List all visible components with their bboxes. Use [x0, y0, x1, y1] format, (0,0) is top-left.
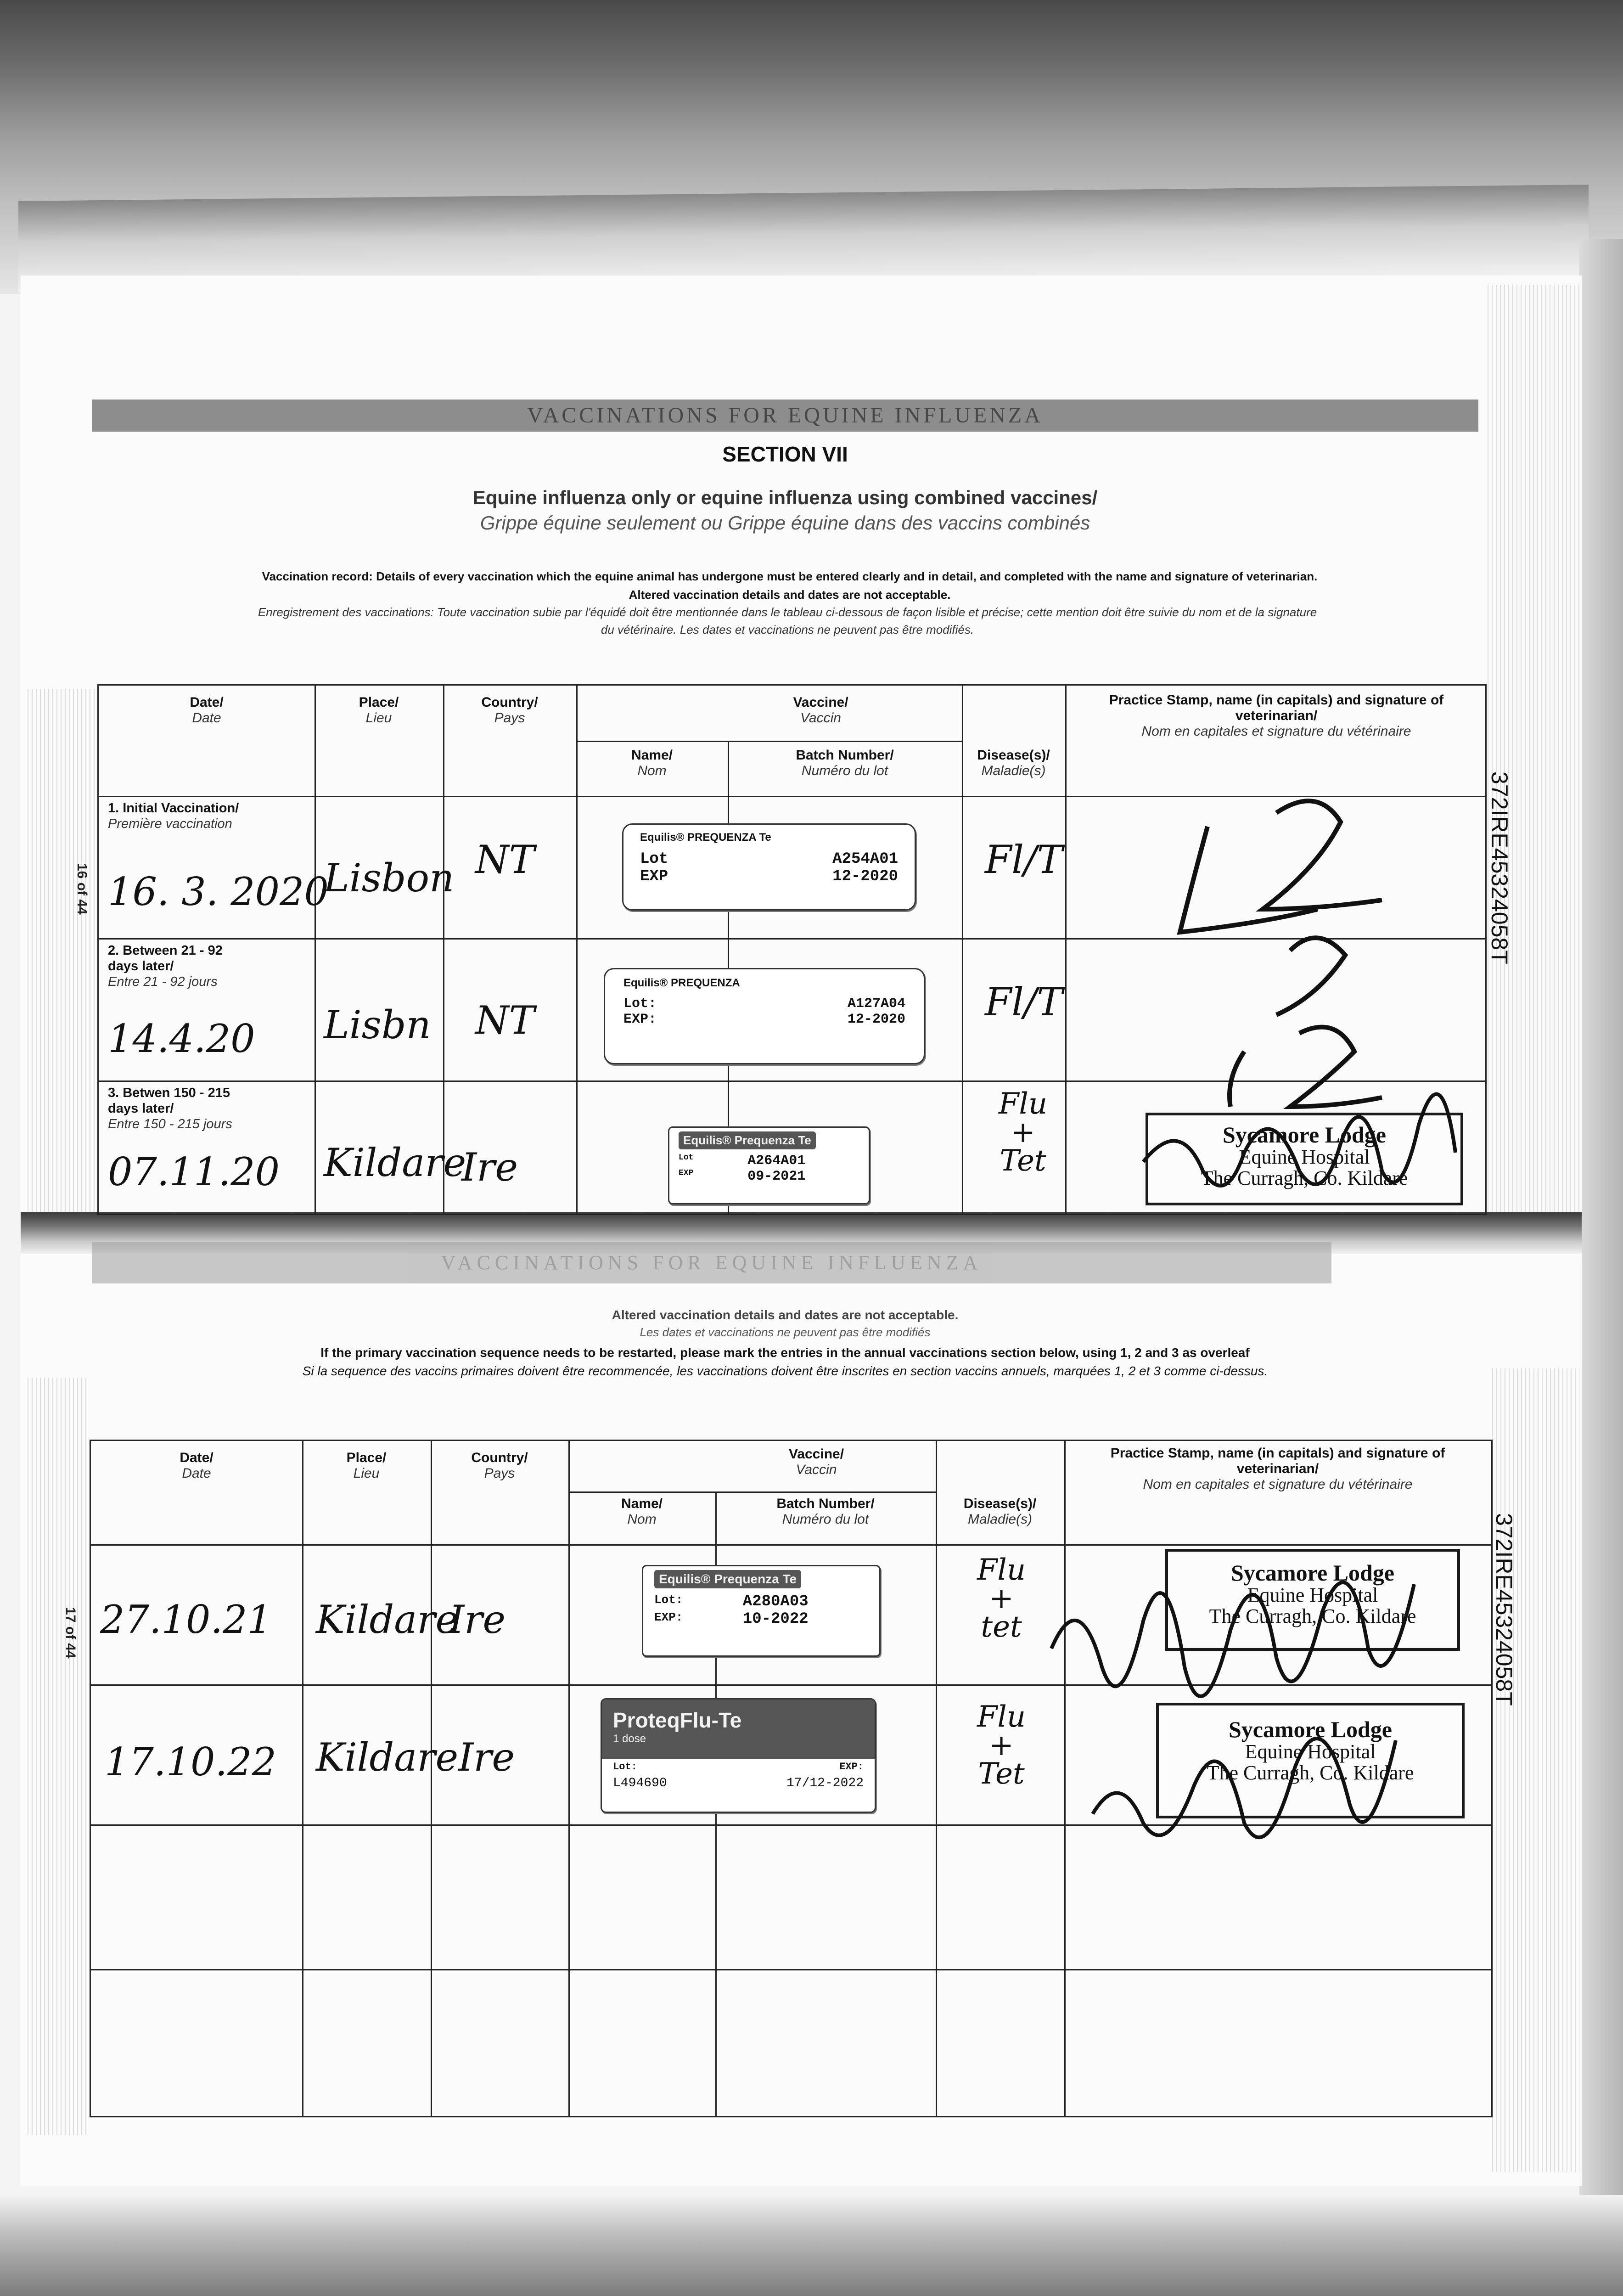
- header-name: Name/ Nom: [621, 1496, 663, 1527]
- scan-right-shadow: [1579, 239, 1623, 2213]
- date-entry: 27.10.21: [100, 1597, 272, 1642]
- practice-stamp: Sycamore Lodge Equine Hospital The Curragh, Co. Kildare: [1156, 1703, 1465, 1818]
- disease-entry: Flu + tet: [977, 1553, 1026, 1644]
- security-pattern: [28, 1378, 87, 2135]
- place-entry: Kildare: [324, 1140, 466, 1185]
- page-number: 16 of 44: [74, 863, 90, 915]
- security-pattern: [1488, 285, 1579, 1212]
- subtitle-en: Equine influenza only or equine influenza using combined vaccines/: [472, 487, 1098, 508]
- date-entry: 07.11.20: [108, 1149, 280, 1194]
- vaccine-sticker: Equilis® PREQUENZA Lot: A127A04 EXP: 12-2020: [604, 968, 925, 1064]
- record-note-en: Vaccination record: Details of every vaccination which the equine animal has undergone must be entered clearly and in detail, and completed with the name and signature of veterinarian.: [262, 569, 1318, 583]
- row-label-second: 2. Between 21 - 92 days later/ Entre 21 - 92 jours: [108, 943, 223, 989]
- place-entry: Kildare: [316, 1735, 459, 1780]
- record-note-fr: Enregistrement des vaccinations: Toute vaccination subie par l'équidé doit être mentionnée dans le tableau ci-dessous de façon lisible et précise; cette mention doit être suivie du nom et de la signature: [258, 605, 1317, 619]
- date-entry: 16. 3. 2020: [108, 869, 329, 914]
- scan-bottom-shadow: [0, 2195, 1623, 2296]
- vet-signature: [1038, 1529, 1451, 1878]
- restart-note-en: If the primary vaccination sequence needs to be restarted, please mark the entries in the annual vaccinations section below, using 1, 2 and 3 as overleaf: [320, 1345, 1250, 1360]
- section-title: SECTION VII: [722, 442, 848, 466]
- disease-entry: Fl/T: [985, 837, 1063, 882]
- restart-note-fr: Si la sequence des vaccins primaires doivent être recommencée, les vaccinations doivent être inscrites en section vaccins annuels, marquées 1, 2 et 3 comme ci-dessus.: [302, 1364, 1268, 1378]
- header-country: Country/ Pays: [481, 695, 538, 726]
- date-entry: 14.4.20: [108, 1016, 255, 1061]
- disease-entry: Fl/T: [985, 979, 1063, 1024]
- record-note-en-2: Altered vaccination details and dates are not acceptable.: [629, 588, 951, 602]
- ghost-band-title: VACCINATIONS FOR EQUINE INFLUENZA: [92, 1242, 1331, 1283]
- header-practice-stamp: Practice Stamp, name (in capitals) and signature of veterinarian/ Nom en capitales et signature du vétérinaire: [1110, 1446, 1445, 1492]
- place-entry: Lisbon: [324, 855, 455, 900]
- row-label-third: 3. Betwen 150 - 215 days later/ Entre 150 - 215 jours: [108, 1086, 232, 1131]
- country-entry: Ire: [458, 1735, 515, 1780]
- altered-note-en: Altered vaccination details and dates are not acceptable.: [612, 1308, 959, 1322]
- country-entry: Ire: [449, 1597, 506, 1642]
- page-number: 17 of 44: [63, 1607, 78, 1659]
- disease-entry: Flu + Tet: [999, 1087, 1048, 1178]
- vaccine-sticker: Equilis® PREQUENZA Te Lot A254A01 EXP 12-2020: [622, 823, 916, 911]
- place-entry: Kildare: [316, 1597, 459, 1642]
- altered-note-fr: Les dates et vaccinations ne peuvent pas être modifiés: [640, 1325, 931, 1339]
- subtitle-fr: Grippe équine seulement ou Grippe équine dans des vaccins combinés: [480, 512, 1090, 534]
- vaccine-sticker: Equilis® Prequenza Te Lot A264A01 EXP 09-2021: [668, 1126, 870, 1204]
- vaccine-sticker: ProteqFlu-Te 1 dose Lot: EXP: L494690 17/12-2022: [601, 1698, 876, 1813]
- header-date: Date/ Date: [190, 695, 224, 726]
- header-place: Place/ Lieu: [359, 695, 399, 726]
- vaccine-sticker: Equilis® Prequenza Te Lot: A280A03 EXP: 10-2022: [642, 1565, 881, 1657]
- practice-stamp: Sycamore Lodge Equine Hospital The Curragh, Co. Kildare: [1146, 1113, 1463, 1205]
- header-disease: Disease(s)/ Maladie(s): [963, 1496, 1037, 1527]
- header-place: Place/ Lieu: [346, 1450, 387, 1481]
- record-note-fr-2: du vétérinaire. Les dates et vaccinations ne peuvent pas être modifiés.: [601, 623, 974, 636]
- date-entry: 17.10.22: [105, 1739, 277, 1784]
- band-title: VACCINATIONS FOR EQUINE INFLUENZA: [92, 400, 1478, 432]
- security-pattern: [28, 689, 96, 1217]
- country-entry: NT: [475, 837, 535, 882]
- header-country: Country/ Pays: [471, 1450, 528, 1481]
- header-vaccine: Vaccine/ Vaccin: [788, 1446, 844, 1477]
- header-vaccine: Vaccine/ Vaccin: [793, 695, 848, 726]
- header-batch: Batch Number/ Numéro du lot: [796, 748, 894, 778]
- passport-id-code: 372IRE45324058T: [1491, 1513, 1517, 1706]
- country-entry: Ire: [461, 1145, 518, 1190]
- disease-entry: Flu + Tet: [977, 1700, 1026, 1791]
- row-label-initial: 1. Initial Vaccination/ Première vaccination: [108, 801, 239, 831]
- header-name: Name/ Nom: [631, 748, 673, 778]
- header-practice-stamp: Practice Stamp, name (in capitals) and signature of veterinarian/ Nom en capitales et signature du vétérinaire: [1109, 692, 1444, 739]
- vet-signature: [1125, 758, 1492, 1217]
- place-entry: Lisbn: [324, 1002, 431, 1047]
- practice-stamp: Sycamore Lodge Equine Hospital The Curragh, Co. Kildare: [1165, 1549, 1460, 1651]
- passport-id-code: 372IRE45324058T: [1487, 771, 1512, 964]
- header-date: Date/ Date: [180, 1450, 213, 1481]
- header-batch: Batch Number/ Numéro du lot: [776, 1496, 875, 1527]
- header-disease: Disease(s)/ Maladie(s): [977, 748, 1050, 778]
- security-pattern: [1492, 1368, 1579, 2172]
- country-entry: NT: [475, 998, 535, 1043]
